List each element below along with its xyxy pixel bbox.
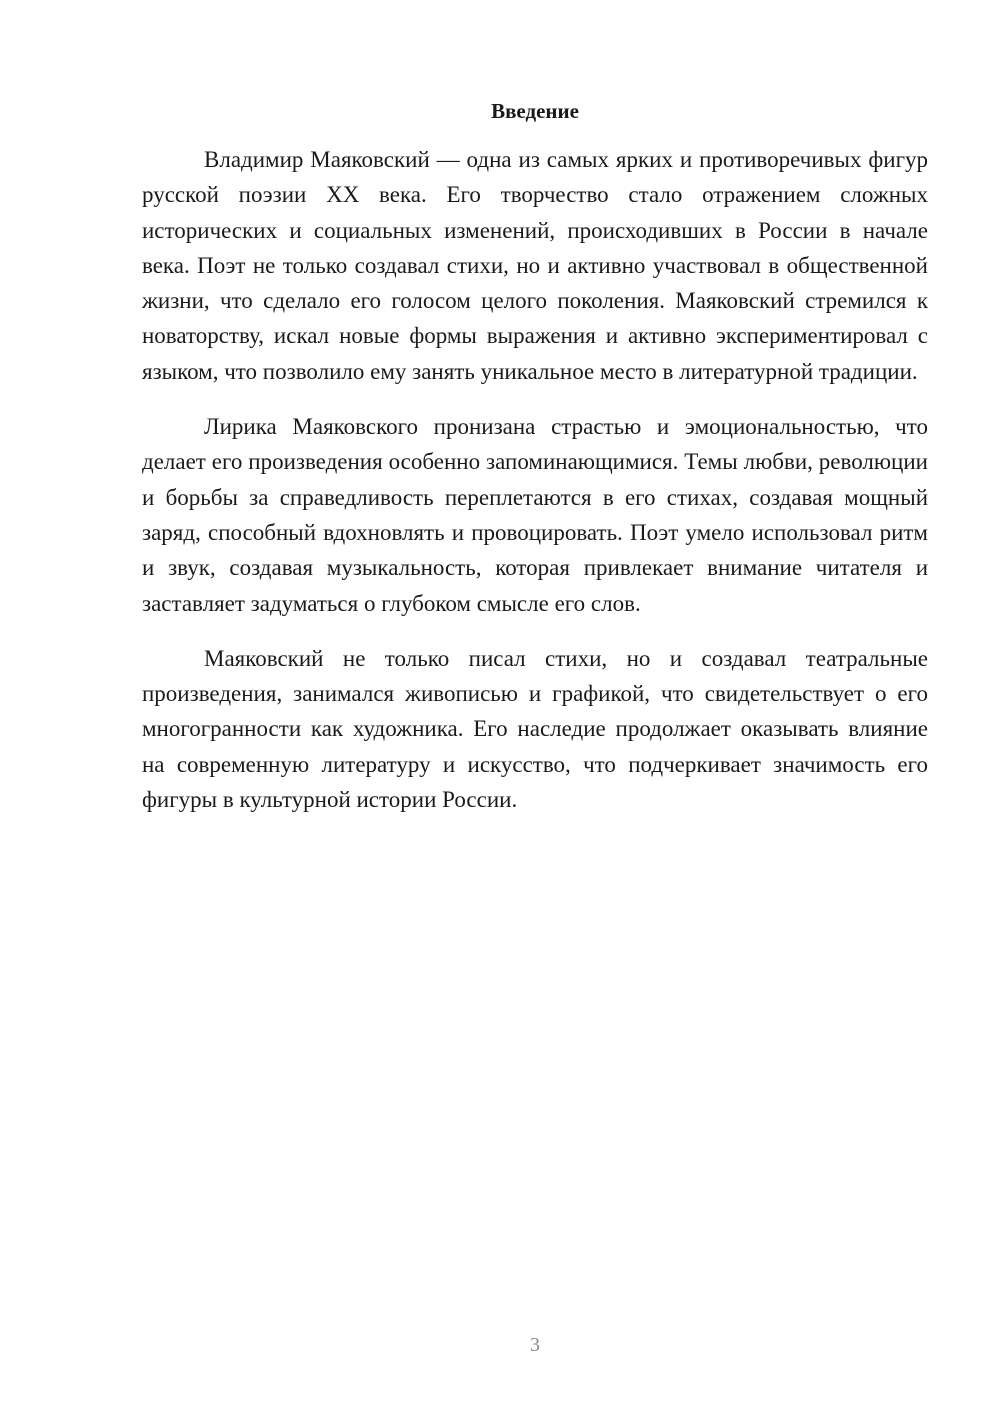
section-heading: Введение <box>491 99 579 123</box>
paragraph: Владимир Маяковский — одна из самых ярких и противоречивых фигур русской поэзии XX века. Его творчество стало отражением сложных исторических и социальных изменений, происходивших в России в начале века. Поэт не только создавал стихи, но и активно участвовал в общественной жизни, что сделало его голосом целого поколения. Маяковский стремился к новаторству, искал новые формы выражения и активно экспериментировал с языком, что позволило ему занять уникальное место в литературной традиции. <box>142 147 928 384</box>
page-number: 3 <box>530 1334 540 1356</box>
paragraph: Лирика Маяковского пронизана страстью и эмоциональностью, что делает его произведения особенно запоминающимися. Темы любви, революции и борьбы за справедливость переплетаются в его стихах, создавая мощный заряд, способный вдохновлять и провоцировать. Поэт умело использовал ритм и звук, создавая музыкальность, которая привлекает внимание читателя и заставляет задуматься о глубоком смысле его слов. <box>142 414 928 616</box>
body-text <box>142 142 928 817</box>
paragraph: Маяковский не только писал стихи, но и создавал театральные произведения, занимался живописью и графикой, что свидетельствует о его многогранности как художника. Его наследие продолжает оказывать влияние на современную литературу и искусство, что подчеркивает значимость его фигуры в культурной истории России. <box>142 645 928 813</box>
